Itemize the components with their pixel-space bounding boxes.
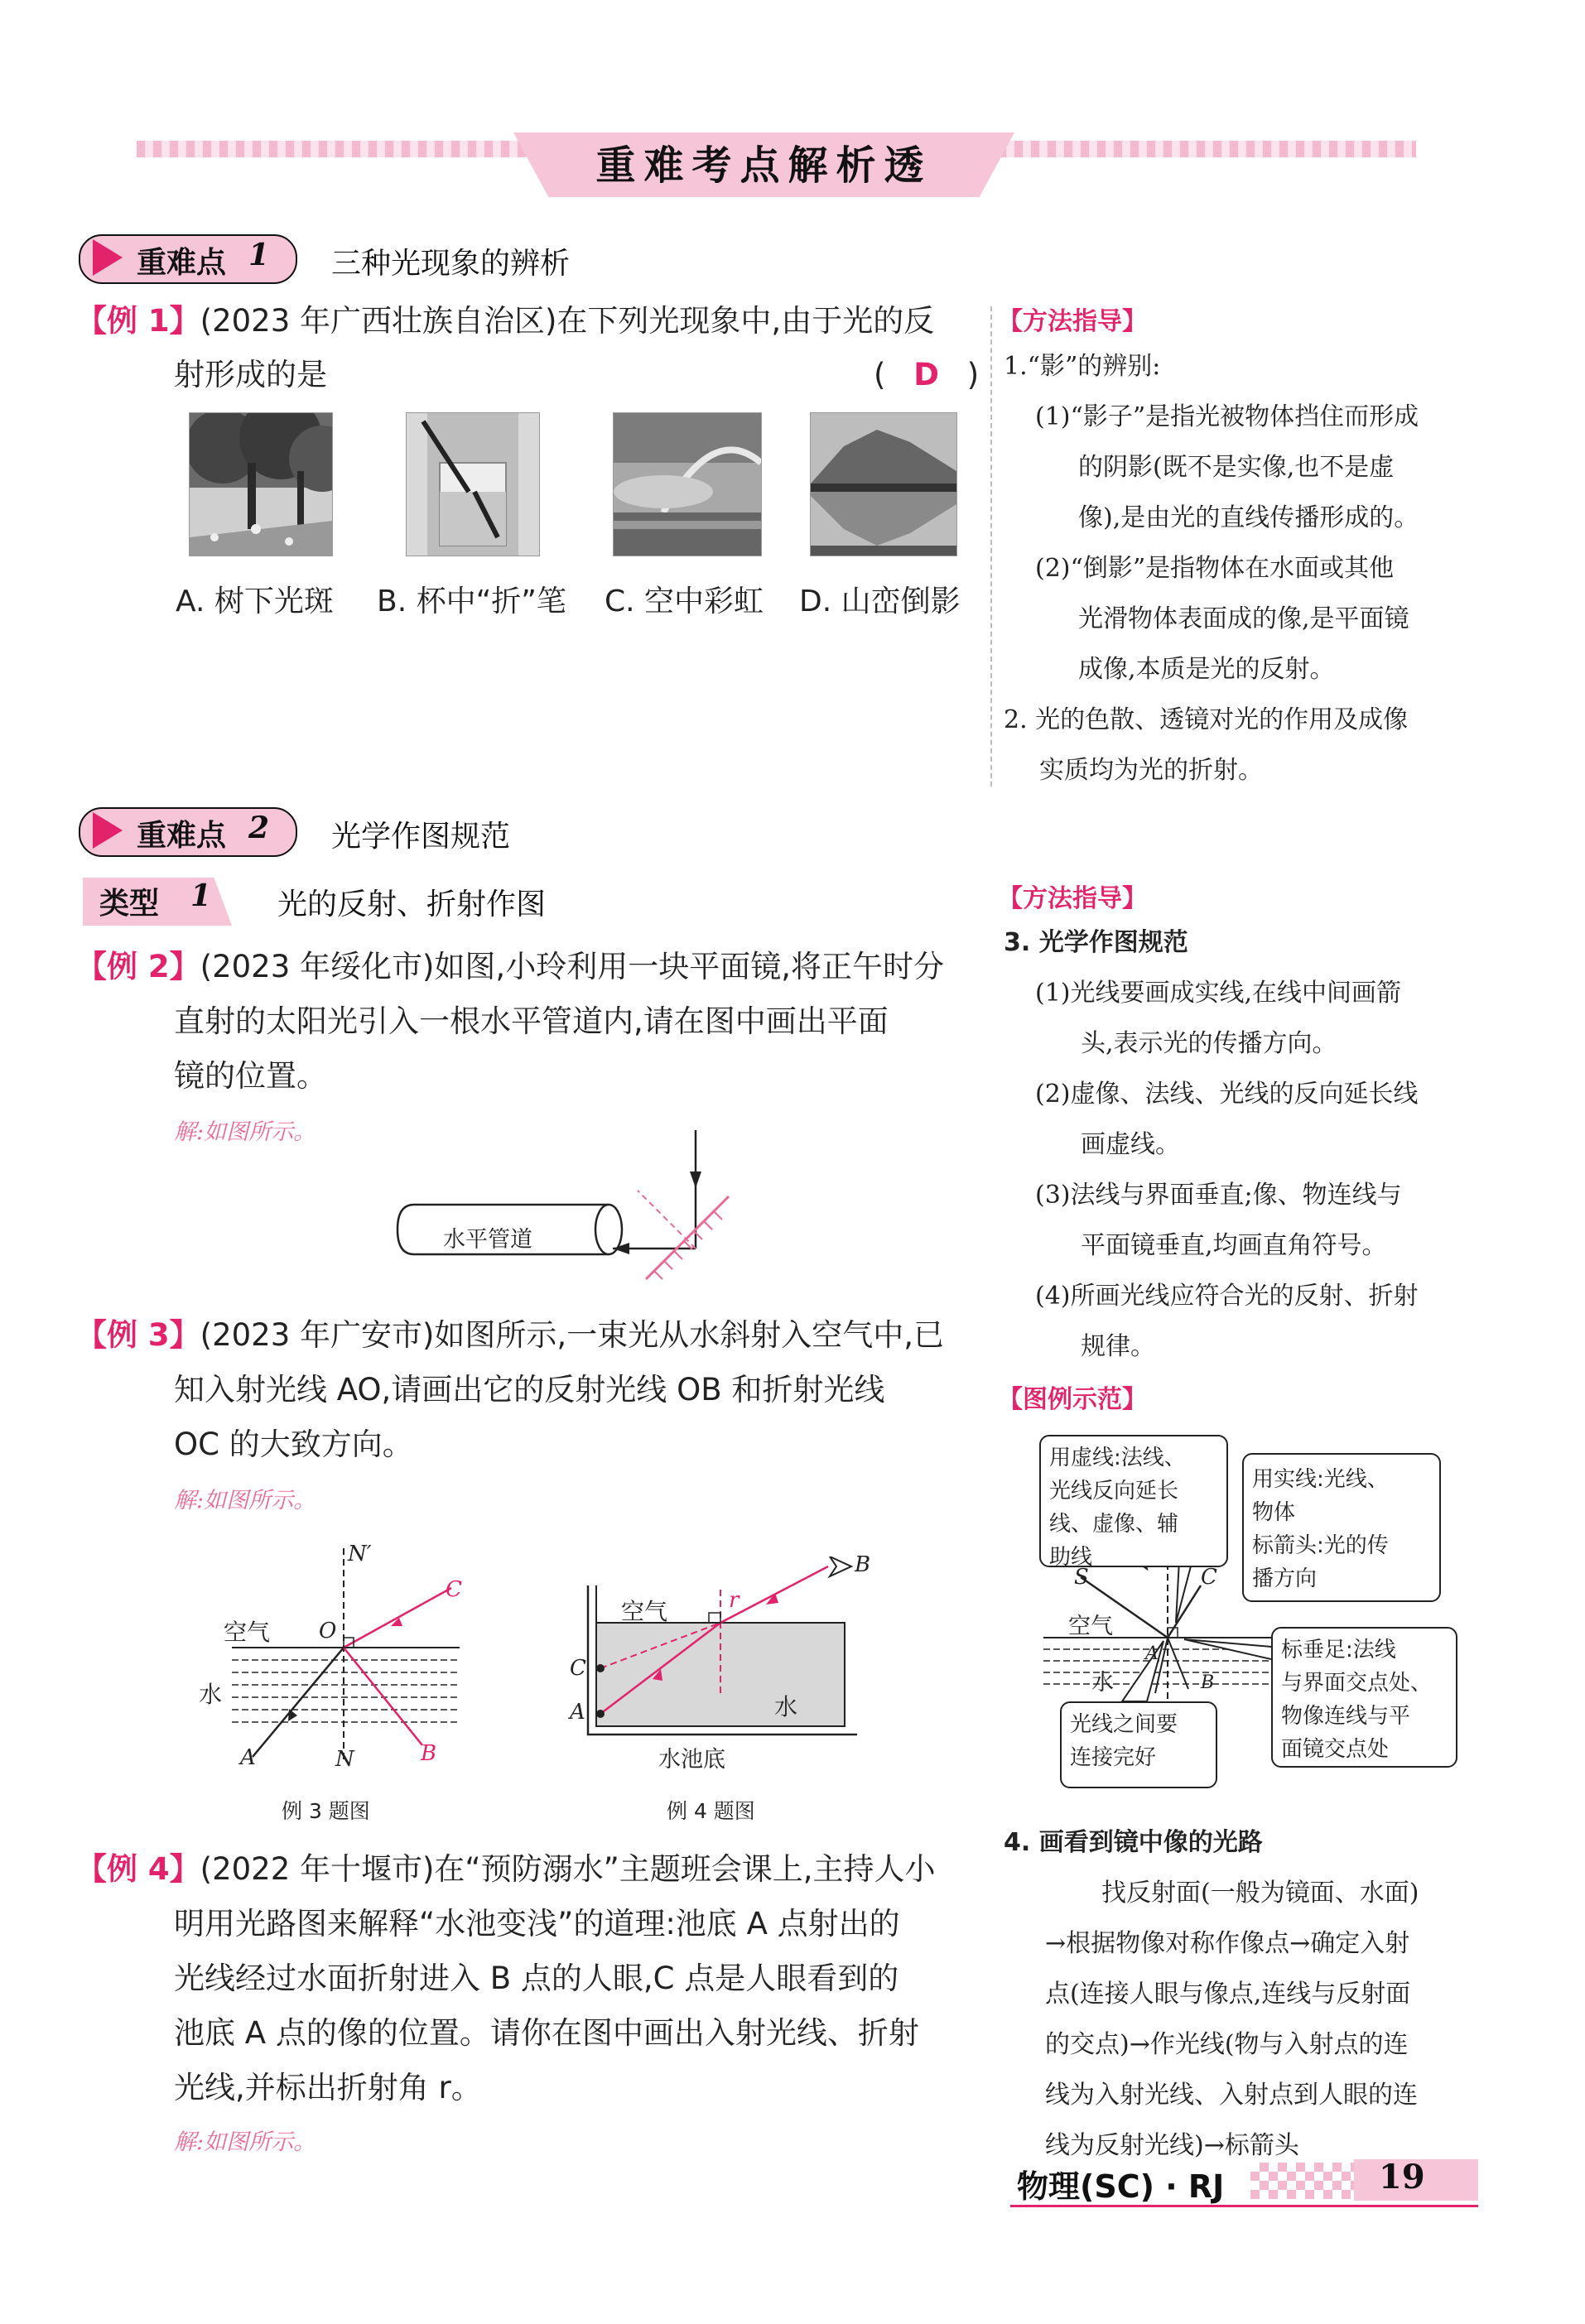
fig4-label-water: 水 — [774, 1693, 798, 1720]
guide1-item-1-2: (2)“倒影”是指物体在水面或其他 — [1035, 554, 1395, 583]
fig3-label-n-prime: N′ — [348, 1542, 372, 1566]
fig4-label-bottom: 水池底 — [658, 1747, 725, 1773]
ex4-line4: 池底 A 点的像的位置。请你在图中画出入射光线、折射 — [174, 2015, 919, 2051]
guide2-item-3: 3. 光学作图规范 — [1004, 928, 1188, 957]
ex3-line1: 【例 3】(2023 年广安市)如图所示,一束光从水斜射入空气中,已 — [76, 1317, 944, 1353]
guide3-line-3: 点(连接人眼与像点,连线与反射面 — [1045, 1980, 1411, 2009]
ex1-answer: D — [913, 357, 939, 392]
callout-connected-rays: 光线之间要 连接完好 — [1060, 1701, 1217, 1788]
guide3-line-6: 线为反射光线)→标箭头 — [1045, 2131, 1299, 2160]
guide2-item-3-2b: 画虚线。 — [1081, 1130, 1180, 1159]
ex4-line2: 明用光路图来解释“水池变浅”的道理:池底 A 点射出的 — [174, 1906, 900, 1941]
ex1-option-b: B. 杯中“折”笔 — [377, 585, 566, 618]
guide2-heading: 【方法指导】 — [998, 884, 1147, 913]
guide3-line-5: 线为入射光线、入射点到人眼的连 — [1045, 2081, 1418, 2110]
footer-subject: 物理(SC) · RJ — [1017, 2168, 1225, 2205]
fig4-caption: 例 4 题图 — [667, 1799, 755, 1823]
fig3-label-c: C — [446, 1577, 462, 1602]
section-title-1: 三种光现象的辨析 — [331, 247, 571, 281]
fig3-label-n: N — [335, 1747, 354, 1772]
guide2-item-3-1: (1)光线要画成实线,在线中间画箭 — [1035, 979, 1402, 1008]
ex1-line1: 【例 1】(2023 年广西壮族自治区)在下列光现象中,由于光的反 — [76, 303, 935, 339]
ex4-label: 【例 4】 — [76, 1851, 200, 1887]
fig3-label-b: B — [421, 1741, 437, 1766]
example-fig-label-c: C — [1201, 1565, 1217, 1590]
page-number: 19 — [1379, 2158, 1425, 2196]
guide1-item-1-2c: 成像,本质是光的反射。 — [1078, 655, 1335, 684]
guide1-heading: 【方法指导】 — [998, 307, 1147, 336]
type-tag-number: 1 — [190, 878, 212, 913]
guide3-item-4: 4. 画看到镜中像的光路 — [1004, 1828, 1263, 1857]
tag-arrow-icon — [93, 239, 123, 276]
pipe-label: 水平管道 — [443, 1227, 532, 1253]
guide1-item-1-1b: 的阴影(既不是实像,也不是虚 — [1078, 453, 1395, 482]
ex1-answer-bracket: ( D ) — [874, 357, 980, 392]
guide1-item-1-1: (1)“影子”是指光被物体挡住而形成 — [1035, 402, 1419, 431]
callout-dashed-lines: 用虚线:法线、 光线反向延长 线、虚像、辅 助线 — [1039, 1435, 1228, 1567]
guide2-item-3-3: (3)法线与界面垂直;像、物连线与 — [1035, 1181, 1402, 1210]
ex1-line2: 射形成的是 — [174, 357, 327, 392]
type-title: 光的反射、折射作图 — [277, 888, 547, 921]
fig4-label-c: C — [570, 1656, 586, 1681]
guide3-line-1: 找反射面(一般为镜面、水面) — [1101, 1879, 1419, 1908]
fig3-label-water: 水 — [199, 1681, 223, 1708]
callout-perpendicular-foot: 标垂足:法线 与界面交点处、 物像连线与平 面镜交点处 — [1271, 1627, 1457, 1768]
example-fig-label-s: S — [1074, 1565, 1089, 1590]
guide3-line-4: 的交点)→作光线(物与入射点的连 — [1045, 2030, 1409, 2059]
fig3-label-a: A — [240, 1745, 256, 1770]
section-tag-number: 1 — [248, 238, 270, 272]
ex2-diagram — [389, 1126, 737, 1283]
ex3-line2: 知入射光线 AO,请画出它的反射光线 OB 和折射光线 — [174, 1372, 885, 1407]
column-divider — [990, 306, 992, 787]
guide1-item-1: 1.“影”的辨别: — [1004, 352, 1161, 381]
page-title: 重难考点解析透 — [595, 142, 932, 189]
guide1-item-2: 2. 光的色散、透镜对光的作用及成像 — [1004, 705, 1409, 734]
example-fig-label-air: 空气 — [1068, 1614, 1113, 1639]
fig4-diagram — [563, 1557, 878, 1755]
ex2-line1: 【例 2】(2023 年绥化市)如图,小玲利用一块平面镜,将正午时分 — [76, 949, 944, 984]
ex2-line3: 镜的位置。 — [174, 1058, 327, 1094]
tag-arrow-icon — [93, 812, 123, 849]
guide2-item-3-2: (2)虚像、法线、光线的反向延长线 — [1035, 1080, 1419, 1109]
ex3-solution: 解:如图所示。 — [174, 1488, 316, 1513]
fig4-label-b: B — [855, 1552, 871, 1577]
guide1-item-1-1c: 像),是由光的直线传播形成的。 — [1078, 503, 1419, 532]
ex2-line2: 直射的太阳光引入一根水平管道内,请在图中画出平面 — [174, 1003, 889, 1039]
guide3-line-2: →根据物像对称作像点→确定入射 — [1045, 1929, 1410, 1958]
ex4-line5: 光线,并标出折射角 r。 — [174, 2070, 482, 2105]
photo-mountain-reflection — [810, 412, 957, 556]
fig4-label-r: r — [729, 1588, 740, 1613]
ex1-label: 【例 1】 — [76, 303, 200, 339]
ex3-line3: OC 的大致方向。 — [174, 1427, 413, 1462]
fig4-label-air: 空气 — [621, 1598, 668, 1625]
photo-rainbow — [613, 412, 762, 556]
example-fig-heading: 【图例示范】 — [998, 1385, 1147, 1414]
callout-solid-lines: 用实线:光线、 物体 标箭头:光的传 播方向 — [1242, 1453, 1441, 1602]
type-tag-label: 类型 — [99, 887, 160, 921]
ex3-label: 【例 3】 — [76, 1317, 200, 1353]
example-fig-label-water: 水 — [1091, 1670, 1114, 1696]
fig3-label-air: 空气 — [224, 1619, 271, 1646]
ex1-option-c: C. 空中彩虹 — [605, 585, 764, 618]
ex4-solution: 解:如图所示。 — [174, 2129, 316, 2155]
section-tag-label: 重难点 — [137, 246, 227, 280]
fig3-caption: 例 3 题图 — [282, 1799, 370, 1823]
section-tag-number: 2 — [248, 811, 270, 845]
guide2-item-3-1b: 头,表示光的传播方向。 — [1081, 1029, 1337, 1058]
ex2-solution: 解:如图所示。 — [174, 1119, 316, 1145]
fig4-label-a: A — [570, 1700, 585, 1725]
ex4-line3: 光线经过水面折射进入 B 点的人眼,C 点是人眼看到的 — [174, 1961, 899, 1996]
ex2-label: 【例 2】 — [76, 949, 200, 984]
guide1-item-1-2b: 光滑物体表面成的像,是平面镜 — [1078, 604, 1409, 633]
photo-pen-in-glass — [406, 412, 540, 556]
example-fig-label-b: B — [1201, 1672, 1215, 1693]
ex1-option-d: D. 山峦倒影 — [799, 585, 961, 618]
ex1-option-a: A. 树下光斑 — [176, 585, 334, 618]
guide2-item-3-3b: 平面镜垂直,均画直角符号。 — [1081, 1231, 1387, 1260]
guide2-item-3-4: (4)所画光线应符合光的反射、折射 — [1035, 1282, 1419, 1311]
section-title-2: 光学作图规范 — [331, 820, 511, 854]
section-tag-label: 重难点 — [137, 819, 227, 853]
example-fig-label-a: A — [1145, 1643, 1159, 1664]
photo-tree-light-spots — [189, 412, 333, 556]
guide2-item-3-4b: 规律。 — [1081, 1332, 1155, 1361]
ex4-line1: 【例 4】(2022 年十堰市)在“预防溺水”主题班会课上,主持人小 — [76, 1851, 936, 1887]
fig3-label-o: O — [319, 1619, 337, 1643]
guide1-item-2b: 实质均为光的折射。 — [1039, 756, 1263, 785]
